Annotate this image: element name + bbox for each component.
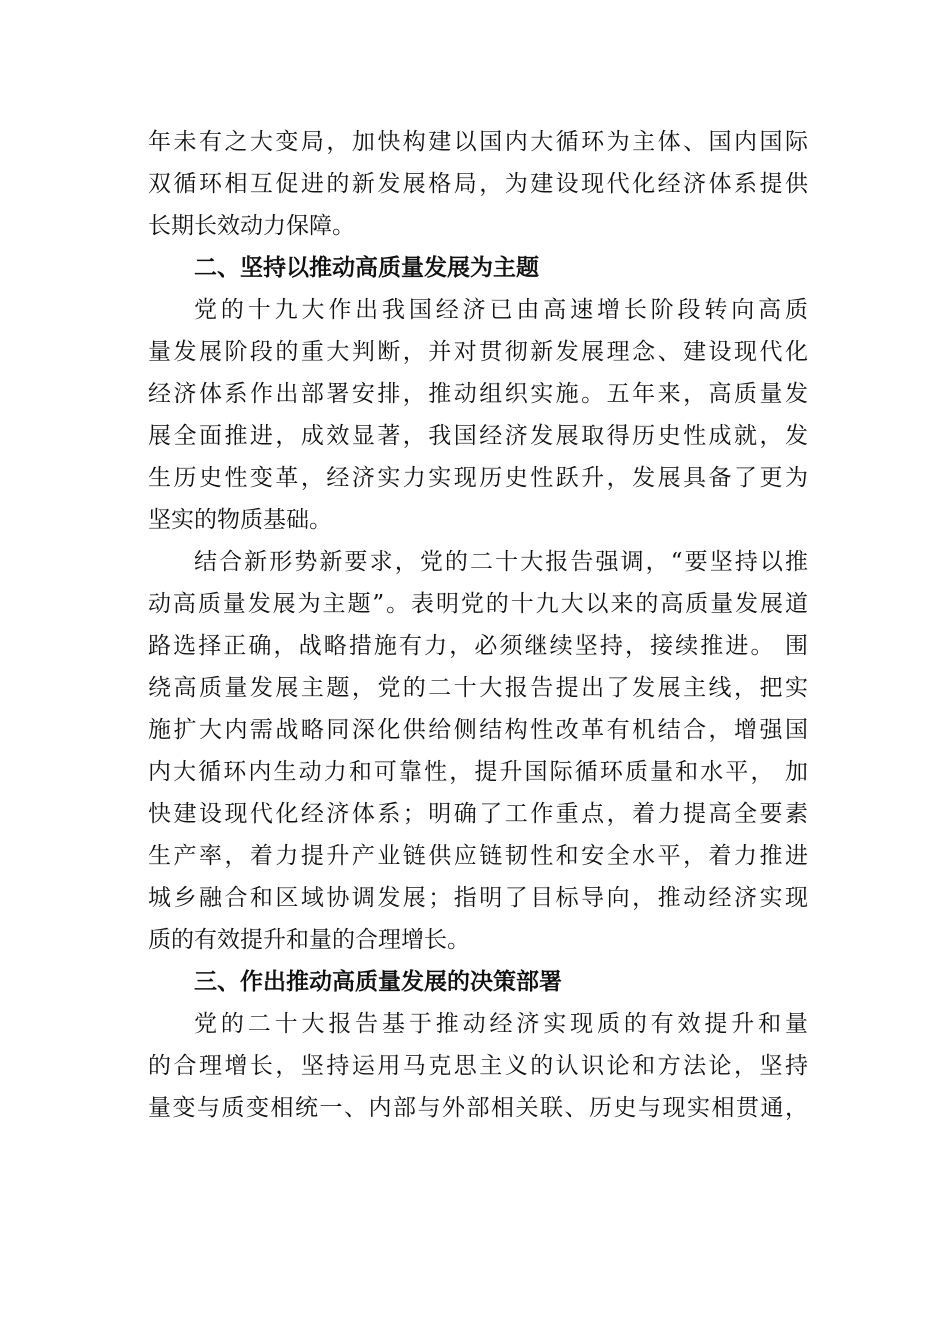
text-line: 量发展阶段的重大判断，并对贯彻新发展理念、建设现代化 — [148, 339, 808, 365]
text-line: 绕高质量发展主题，党的二十大报告提出了发展主线，把实 — [148, 675, 808, 701]
section-three-paragraph-1 — [148, 1003, 808, 1129]
text-line: 结合新形势新要求，党的二十大报告强调，“要坚持以推 — [194, 549, 808, 575]
text-line: 内大循环内生动力和可靠性，提升国际循环质量和水平， 加 — [148, 759, 808, 785]
text-line: 生历史性变革，经济实力实现历史性跃升，发展具备了更为 — [148, 465, 808, 491]
text-line: 党的二十大报告基于推动经济实现质的有效提升和量 — [194, 1011, 808, 1037]
text-line: 动高质量发展为主题”。表明党的十九大以来的高质量发展道 — [148, 591, 808, 617]
text-line: 的合理增长，坚持运用马克思主义的认识论和方法论，坚持 — [148, 1053, 808, 1079]
text-line: 经济体系作出部署安排，推动组织实施。五年来，高质量发 — [148, 381, 808, 407]
text-line: 双循环相互促进的新发展格局，为建设现代化经济体系提供 — [148, 171, 808, 197]
text-line: 党的十九大作出我国经济已由高速增长阶段转向高质 — [194, 297, 808, 323]
text-line: 快建设现代化经济体系；明确了工作重点，着力提高全要素 — [148, 801, 808, 827]
text-line: 城乡融合和区域协调发展；指明了目标导向，推动经济实现 — [148, 885, 808, 911]
paragraph-continued — [148, 121, 808, 247]
section-two-paragraph-1 — [148, 289, 808, 541]
section-two-paragraph-2 — [148, 541, 808, 961]
text-line: 展全面推进，成效显著，我国经济发展取得历史性成就，发 — [148, 423, 808, 449]
text-line: 质的有效提升和量的合理增长。 — [148, 927, 470, 953]
text-line: 施扩大内需战略同深化供给侧结构性改革有机结合，增强国 — [148, 717, 808, 743]
document-body — [148, 121, 808, 1129]
text-line: 长期长效动力保障。 — [148, 213, 355, 239]
section-heading-two: 二、坚持以推动高质量发展为主题 — [194, 255, 539, 281]
text-line: 生产率，着力提升产业链供应链韧性和安全水平，着力推进 — [148, 843, 808, 869]
text-line: 路选择正确，战略措施有力，必须继续坚持，接续推进。 围 — [148, 633, 808, 659]
section-heading-three: 三、作出推动高质量发展的决策部署 — [194, 969, 562, 995]
text-line: 量变与质变相统一、内部与外部相关联、历史与现实相贯通， — [148, 1095, 808, 1121]
text-line: 年未有之大变局，加快构建以国内大循环为主体、国内国际 — [148, 129, 808, 155]
text-line: 坚实的物质基础。 — [148, 507, 332, 533]
